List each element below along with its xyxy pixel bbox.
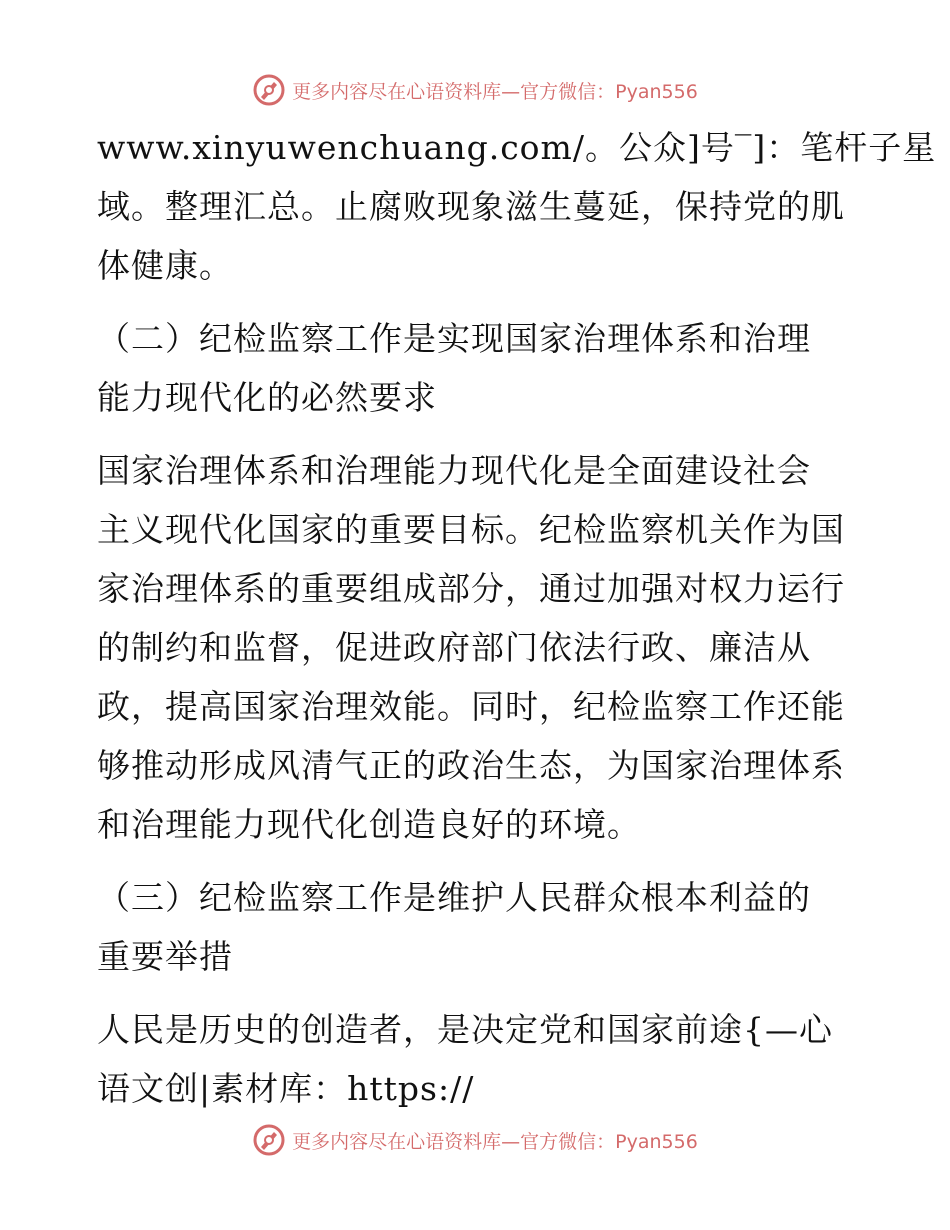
heading-line: 能力现代化的必然要求 [97,378,437,417]
text-line: 的制约和监督，促进政府部门依法行政、廉洁从 [97,628,811,667]
text-line: 主义现代化国家的重要目标。纪检监察机关作为国 [97,510,845,549]
text-line: 政，提高国家治理效能。同时，纪检监察工作还能 [97,687,845,726]
text-line: 够推动形成风清气正的政治生态，为国家治理体系 [97,746,845,785]
header-banner [0,70,950,110]
section-heading-2 [97,309,857,427]
logo-icon [252,1123,286,1157]
document-body [97,118,937,1118]
paragraph-1 [97,118,937,295]
text-line: 家治理体系的重要组成部分，通过加强对权力运行 [97,569,845,608]
heading-line: （二）纪检监察工作是实现国家治理体系和治理 [97,319,811,358]
section-heading-3 [97,868,857,986]
paragraph-2 [97,441,857,854]
text-line: 语文创|素材库：https:// [97,1069,475,1108]
banner-text: 更多内容尽在心语资料库—官方微信：Pyan556 [292,80,698,103]
paragraph-3 [97,1000,857,1118]
heading-line: （三）纪检监察工作是维护人民群众根本利益的 [97,878,811,917]
text-line: 域。整理汇总。止腐败现象滋生蔓延，保持党的肌 [97,187,845,226]
banner-text: 更多内容尽在心语资料库—官方微信：Pyan556 [292,1130,698,1153]
logo-icon [252,73,286,107]
heading-line: 重要举措 [97,937,233,976]
footer-banner [0,1120,950,1160]
text-line: 体健康。 [97,246,233,285]
text-line: 和治理能力现代化创造良好的环境。 [97,805,641,844]
text-line: 国家治理体系和治理能力现代化是全面建设社会 [97,451,811,490]
text-line: www.xinyuwenchuang.com/。公众]号‾]：笔杆子星 [97,128,937,167]
text-line: 人民是历史的创造者，是决定党和国家前途{—心 [97,1010,833,1049]
